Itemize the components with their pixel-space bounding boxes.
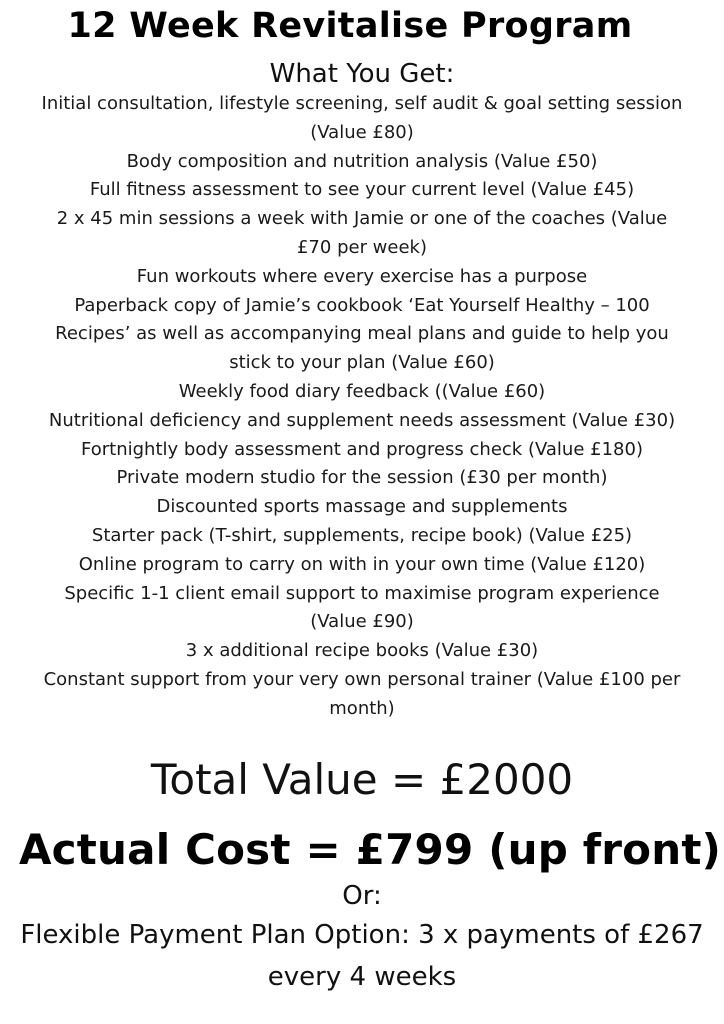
benefit-item-starter-pack: Starter pack (T-shirt, supplements, recipe book) (Value £25) — [91, 524, 633, 546]
section-subtitle: What You Get: — [269, 59, 455, 89]
benefit-item-progress-check: Fortnightly body assessment and progress check (Value £180) — [81, 438, 643, 460]
benefit-item-fitness-assessment: Full fitness assessment to see your current level (Value £45) — [89, 179, 635, 201]
benefit-item-sessions: 2 x 45 min sessions a week with Jamie or one of the coaches (Value £70 per week) — [56, 208, 668, 258]
page-title: 12 Week Revitalise Program — [67, 6, 633, 46]
total-value: Total Value = £2000 — [150, 755, 574, 804]
benefit-item-email-support: Specific 1-1 client email support to maximise program experience (Value £90) — [64, 582, 660, 633]
actual-cost: Actual Cost = £799 (up front) — [18, 825, 722, 874]
benefit-item-online-program: Online program to carry on with in your own time (Value £120) — [78, 553, 646, 575]
payment-plan: Flexible Payment Plan Option: 3 x payments of £267 every 4 weeks — [20, 920, 704, 992]
benefit-item-personal-trainer: Constant support from your very own personal trainer (Value £100 per month) — [43, 668, 681, 719]
benefit-item-recipe-books: 3 x additional recipe books (Value £30) — [185, 640, 539, 662]
benefits-list — [40, 90, 684, 724]
benefit-item-workouts: Fun workouts where every exercise has a purpose — [136, 265, 588, 287]
benefit-item-consultation: Initial consultation, lifestyle screening, self audit & goal setting session (Value £80) — [41, 93, 683, 143]
benefit-item-body-composition: Body composition and nutrition analysis (Value £50) — [126, 150, 598, 172]
benefit-item-studio: Private modern studio for the session (£30 per month) — [116, 467, 608, 489]
benefit-item-nutrition-assessment: Nutritional deficiency and supplement needs assessment (Value £30) — [48, 409, 676, 431]
or-separator: Or: — [342, 881, 382, 911]
benefit-item-massage: Discounted sports massage and supplements — [156, 496, 568, 518]
benefit-item-food-diary: Weekly food diary feedback ((Value £60) — [178, 380, 546, 402]
benefit-item-cookbook: Paperback copy of Jamie’s cookbook ‘Eat Yourself Healthy – 100 Recipes’ as well as accompanying meal plans and guide to help you stick to your plan (Value £60) — [55, 294, 669, 374]
